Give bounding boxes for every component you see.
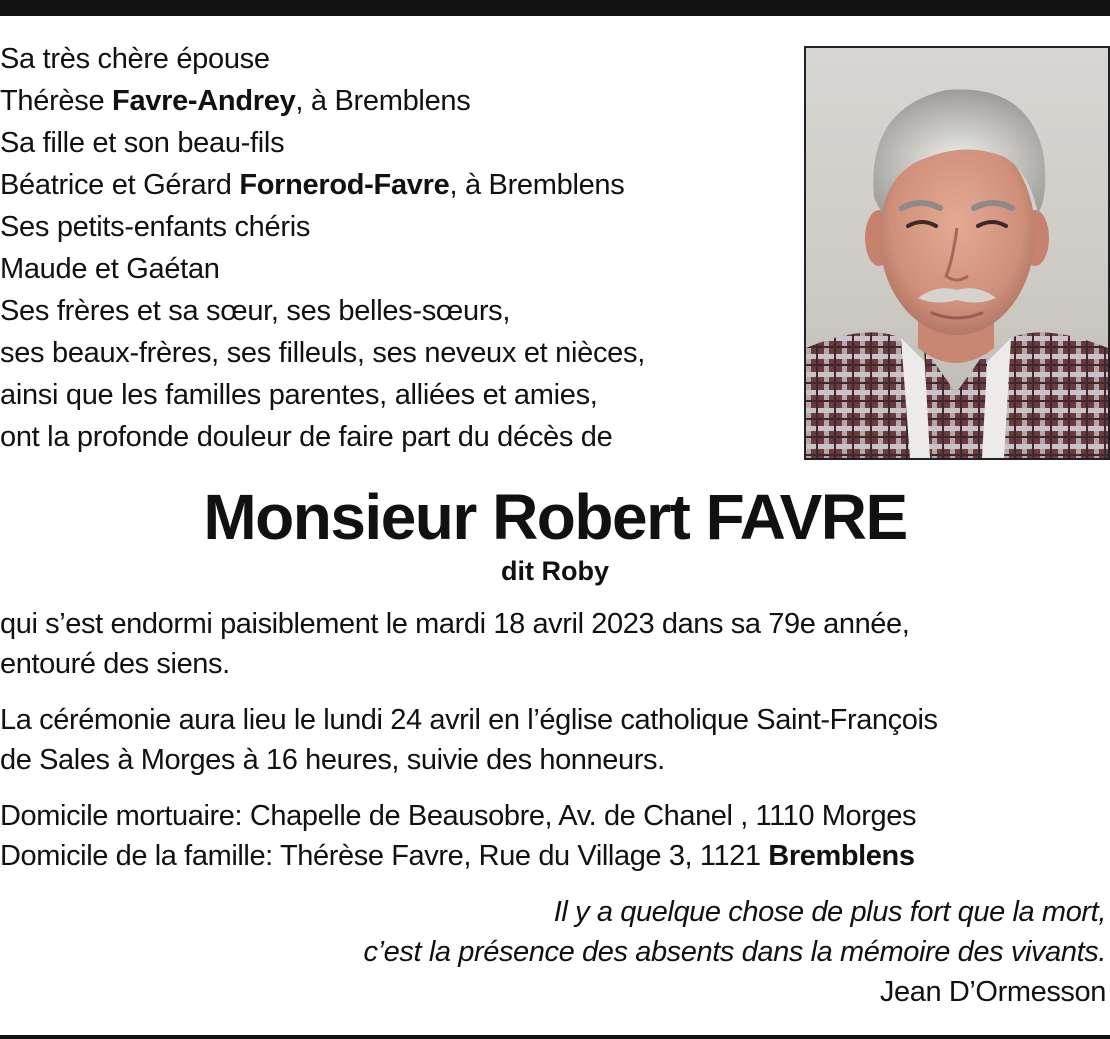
quote-line: c’est la présence des absents dans la mémoire des vivants. (363, 936, 1106, 968)
family-line: ont la profonde douleur de faire part du décès de (0, 421, 613, 453)
ceremony-paragraph (0, 700, 1108, 780)
deceased-name: Monsieur Robert FAVRE (203, 481, 907, 553)
bottom-rule (0, 1035, 1110, 1039)
ceremony-line: La cérémonie aura lieu le lundi 24 avril en l’église catholique Saint-François (0, 704, 938, 736)
quote-author: Jean D’Ormesson (879, 976, 1106, 1008)
family-line: Maude et Gaétan (0, 253, 220, 285)
closing-quote (364, 892, 1106, 1012)
family-line: Sa fille et son beau-fils (0, 127, 285, 159)
passing-line: qui s’est endormi paisiblement le mardi 18 avril 2023 dans sa 79e année, (0, 608, 910, 640)
passing-paragraph (0, 604, 1108, 684)
family-line: Sa très chère épouse (0, 43, 270, 75)
mortuary-address: Domicile mortuaire: Chapelle de Beausobre, Av. de Chanel , 1110 Morges (0, 800, 917, 832)
ceremony-line: de Sales à Morges à 16 heures, suivie des honneurs. (0, 744, 665, 776)
family-line: Ses frères et sa sœur, ses belles-sœurs, (0, 295, 511, 327)
portrait-illustration (806, 48, 1108, 458)
family-line: Thérèse Favre-Andrey, à Bremblens (0, 85, 471, 117)
family-line: ainsi que les familles parentes, alliées et amies, (0, 379, 598, 411)
quote-line: Il y a quelque chose de plus fort que la mort, (553, 896, 1106, 928)
family-line: Ses petits-enfants chéris (0, 211, 311, 243)
family-announcement (0, 38, 790, 458)
family-address: Domicile de la famille: Thérèse Favre, Rue du Village 3, 1121 Bremblens (0, 840, 915, 872)
deceased-nickname: dit Roby (501, 556, 609, 586)
family-line: ses beaux-frères, ses filleuls, ses neveux et nièces, (0, 337, 645, 369)
passing-line: entouré des siens. (0, 648, 230, 680)
portrait-photo (804, 46, 1110, 460)
family-line: Béatrice et Gérard Fornerod-Favre, à Bremblens (0, 169, 625, 201)
top-rule (0, 0, 1110, 16)
addresses-paragraph (0, 796, 1108, 876)
